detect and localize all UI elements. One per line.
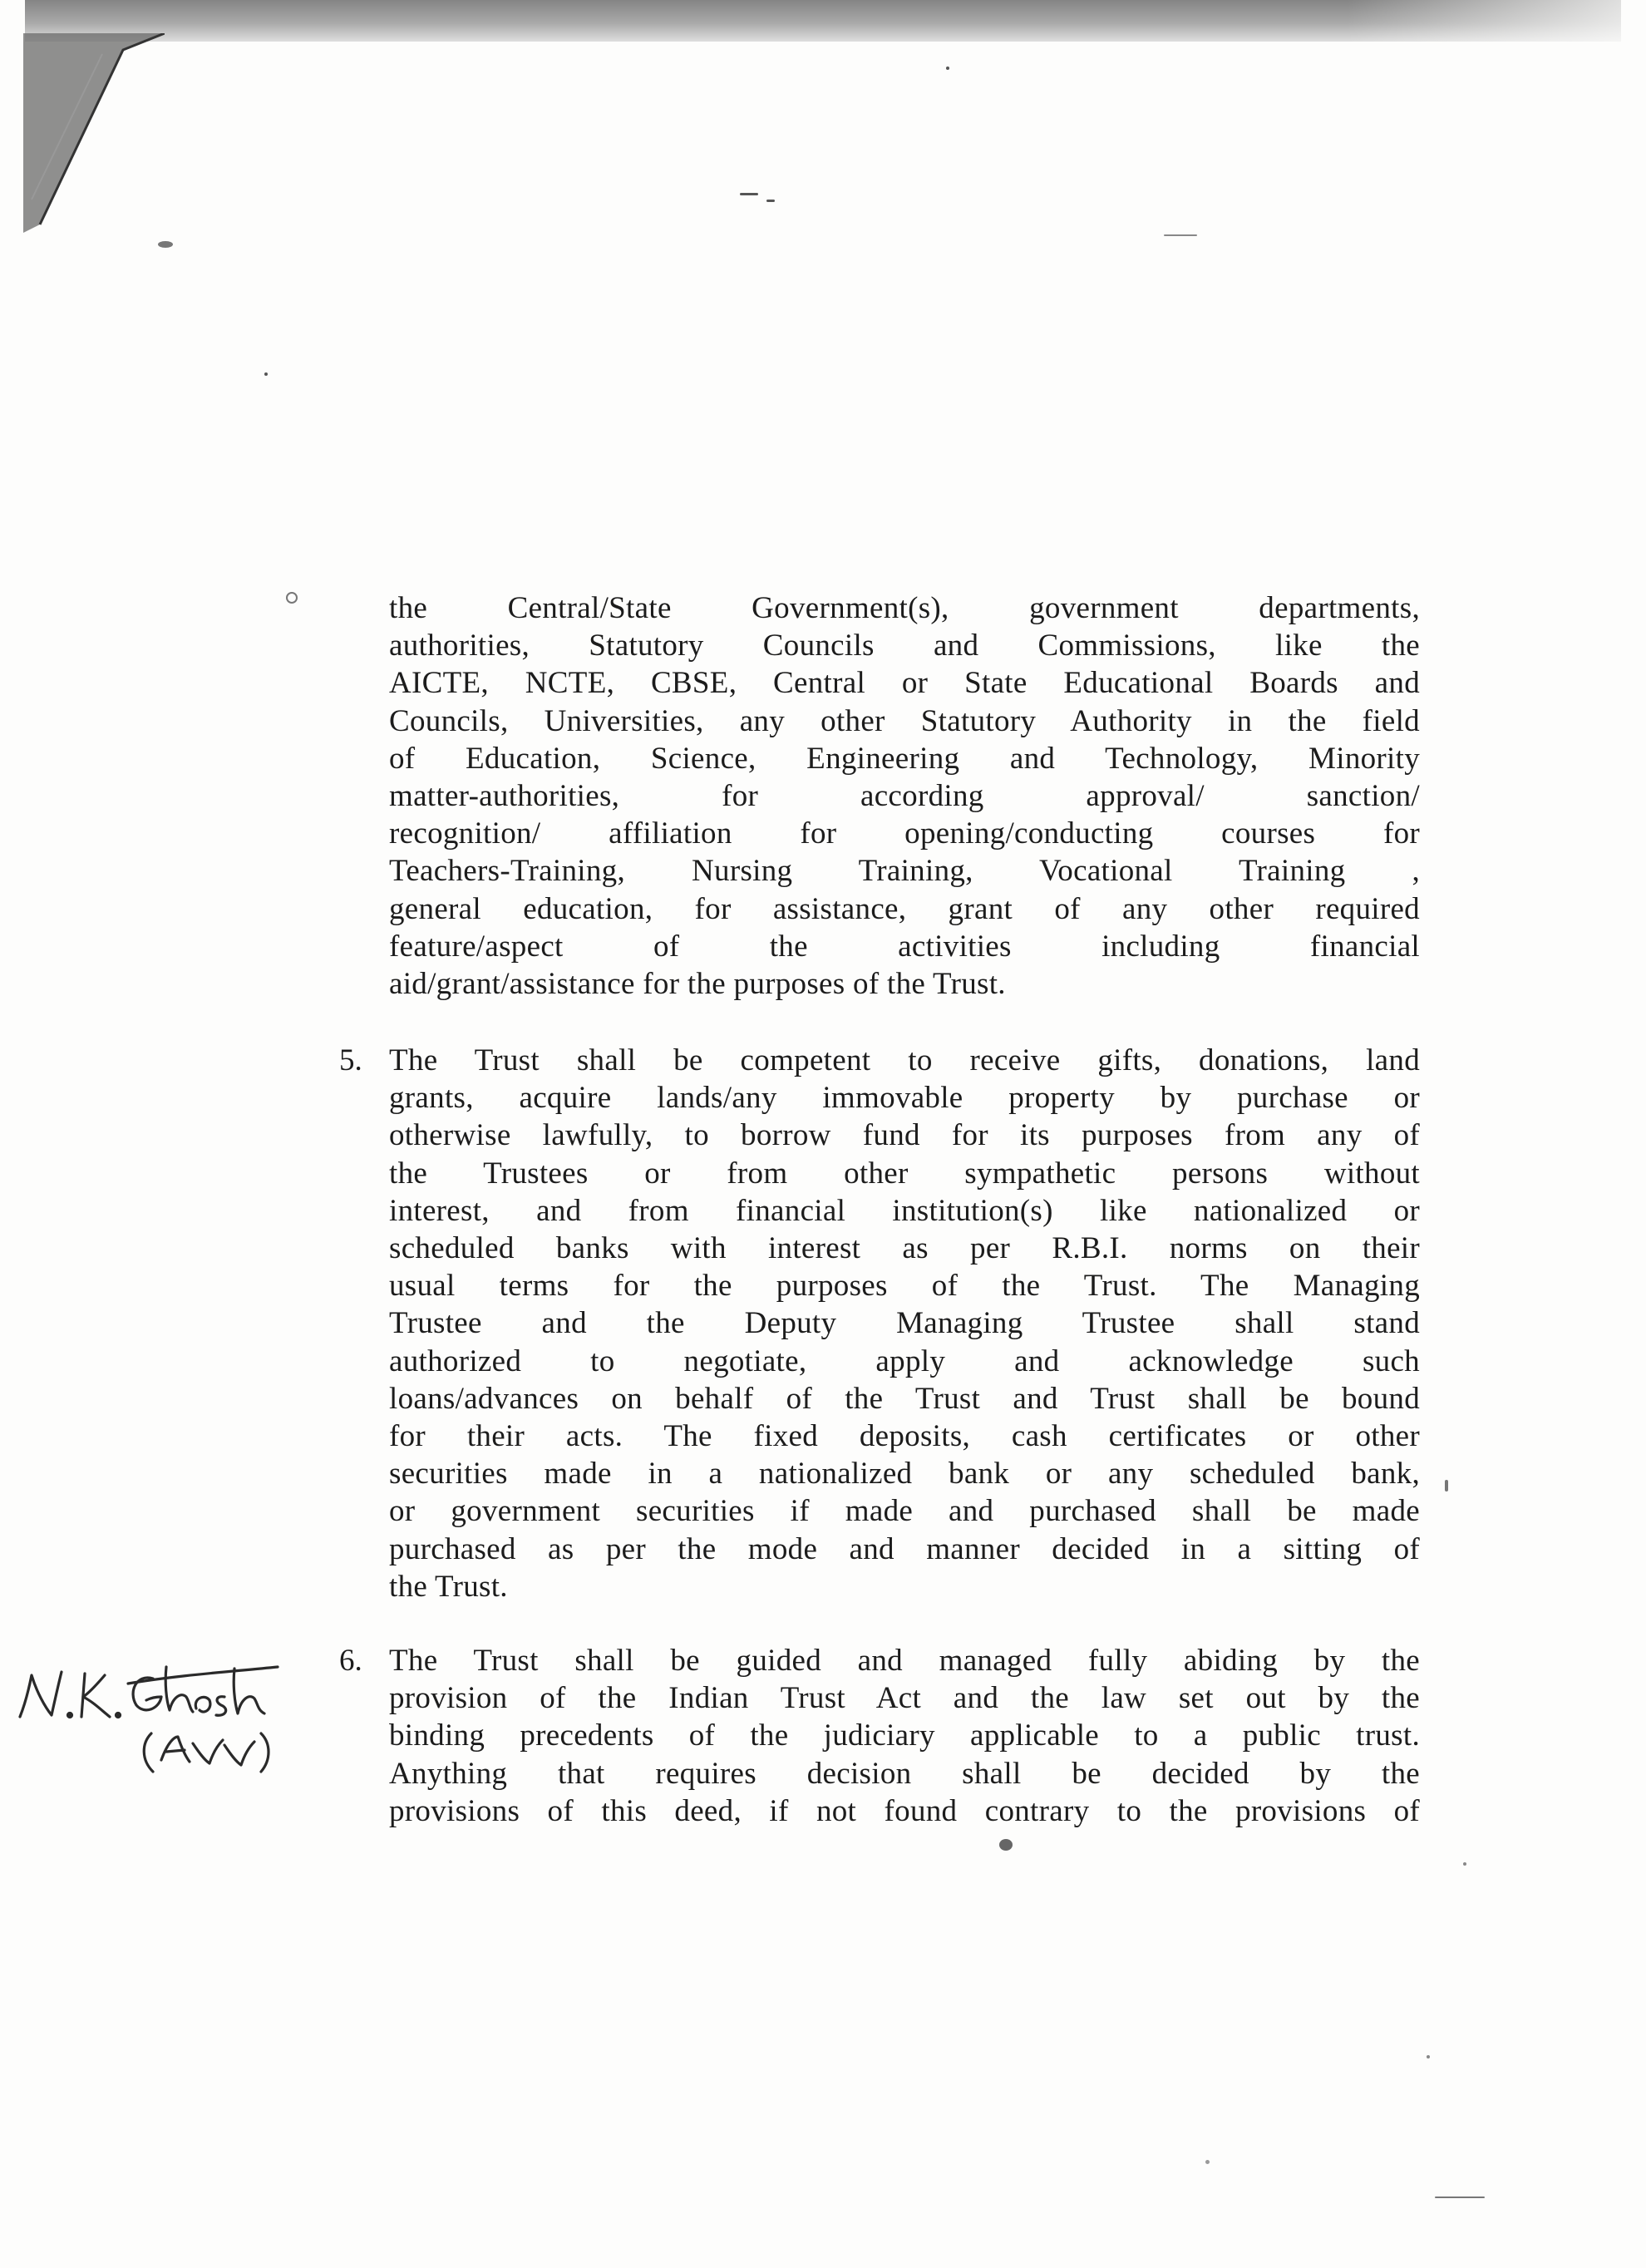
scan-edge-fade [1347,0,1621,42]
scan-speck [946,67,949,70]
scan-speck [1164,234,1197,236]
text-line: provision of the Indian Trust Act and the law set out by the [389,1681,1420,1716]
text-line: AICTE, NCTE, CBSE, Central or State Educational Boards and [389,666,1420,701]
text-line: grants, acquire lands/any immovable property by purchase or [389,1081,1420,1116]
scan-speck [999,1839,1013,1851]
scan-speck [1463,1862,1466,1866]
text-line: Teachers-Training, Nursing Training, Vocational Training , [389,854,1420,889]
scan-speck [158,241,173,248]
text-line: aid/grant/assistance for the purposes of the Trust. [389,967,1006,1002]
clause-text [389,1642,1420,1830]
text-line: securities made in a nationalized bank or any scheduled bank, [389,1457,1420,1491]
scan-speck [1445,1480,1448,1491]
scan-speck [740,193,758,195]
text-line: or government securities if made and purchased shall be made [389,1494,1420,1529]
text-line: for their acts. The fixed deposits, cash certificates or other [389,1419,1420,1454]
text-line: of Education, Science, Engineering and Technology, Minority [389,741,1420,776]
clause-text [389,1042,1420,1605]
text-line: the Trustees or from other sympathetic persons without [389,1156,1420,1191]
text-line: recognition/ affiliation for opening/conducting courses for [389,816,1420,851]
text-line: interest, and from financial institution(s) like nationalized or [389,1193,1420,1228]
handwritten-signature [12,1650,319,1775]
scan-corner-fold [23,33,165,233]
text-line: the Central/State Government(s), government departments, [389,591,1420,625]
text-line: general education, for assistance, grant of any other required [389,891,1420,926]
text-line: feature/aspect of the activities including financial [389,929,1420,964]
text-line: matter-authorities, for according approval/ sanction/ [389,779,1420,814]
text-line: the Trust. [389,1569,508,1604]
scan-speck [1205,2160,1210,2164]
text-line: Trustee and the Deputy Managing Trustee shall stand [389,1306,1420,1341]
scan-speck [1435,2197,1485,2198]
text-line: usual terms for the purposes of the Trust. The Managing [389,1269,1420,1304]
continuation-paragraph [389,589,1420,1003]
scan-speck [264,372,268,376]
text-line: scheduled banks with interest as per R.B.I. norms on their [389,1231,1420,1266]
scan-speck [1427,2055,1430,2058]
clause-number: 6. [339,1644,362,1678]
text-line: The Trust shall be competent to receive gifts, donations, land [389,1043,1420,1077]
text-line: otherwise lawfully, to borrow fund for its purposes from any of [389,1118,1420,1153]
text-line: The Trust shall be guided and managed fully abiding by the [389,1644,1420,1678]
text-line: loans/advances on behalf of the Trust and Trust shall be bound [389,1381,1420,1416]
text-line: Councils, Universities, any other Statutory Authority in the field [389,703,1420,738]
scan-speck [286,592,298,604]
text-line: binding precedents of the judiciary applicable to a public trust. [389,1718,1420,1753]
text-line: purchased as per the mode and manner decided in a sitting of [389,1531,1420,1566]
scan-speck [766,200,775,202]
text-line: authorized to negotiate, apply and acknowledge such [389,1344,1420,1378]
clause-number: 5. [339,1043,362,1077]
text-line: authorities, Statutory Councils and Commissions, like the [389,629,1420,663]
text-line: Anything that requires decision shall be decided by the [389,1756,1420,1791]
text-line: provisions of this deed, if not found contrary to the provisions of [389,1793,1420,1828]
